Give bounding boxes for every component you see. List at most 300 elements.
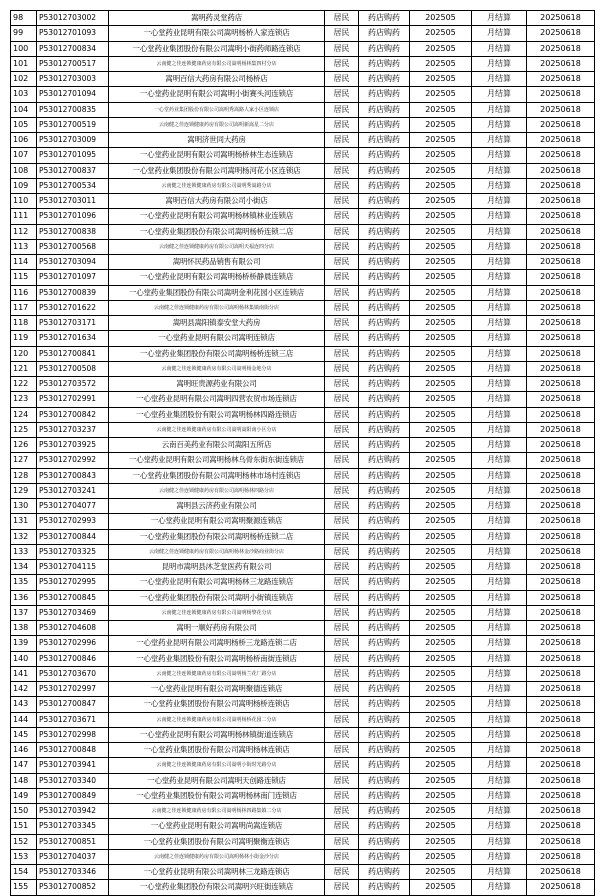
- row-number-cell: 129: [11, 483, 37, 498]
- settlement-method-cell: 月结算: [472, 422, 527, 437]
- table-row: [11, 834, 595, 849]
- table-row: [11, 865, 595, 880]
- institution-code-cell: P53012702993: [37, 514, 109, 529]
- settlement-period-cell: 202505: [410, 819, 472, 834]
- payment-date-cell: 20250618: [527, 727, 595, 742]
- payment-date-cell: 20250618: [527, 285, 595, 300]
- insurance-category-cell: 居民: [325, 377, 359, 392]
- service-type-cell: 药店购药: [359, 529, 410, 544]
- settlement-method-cell: 月结算: [472, 41, 527, 56]
- payment-date-cell: 20250618: [527, 590, 595, 605]
- settlement-period-cell: 202505: [410, 682, 472, 697]
- settlement-period-cell: 202505: [410, 834, 472, 849]
- table-row: [11, 514, 595, 529]
- institution-name-cell: 嵩明药灵堂药店: [109, 11, 325, 26]
- payment-date-cell: 20250618: [527, 331, 595, 346]
- table-row: [11, 666, 595, 681]
- payment-date-cell: 20250618: [527, 102, 595, 117]
- institution-name-cell: 云南健之佳连锁健康药房有限公司嵩明秀嵩路分店: [109, 178, 325, 193]
- insurance-category-cell: 居民: [325, 682, 359, 697]
- table-row: [11, 758, 595, 773]
- settlement-period-cell: 202505: [410, 361, 472, 376]
- insurance-category-cell: 居民: [325, 483, 359, 498]
- institution-code-cell: P53012700843: [37, 468, 109, 483]
- institution-name-cell: 一心堂药业集团股份有限公司嵩明聚衡连锁店: [109, 834, 325, 849]
- settlement-period-cell: 202505: [410, 72, 472, 87]
- table-row: [11, 285, 595, 300]
- row-number-cell: 106: [11, 133, 37, 148]
- payment-date-cell: 20250618: [527, 316, 595, 331]
- table-row: [11, 72, 595, 87]
- payment-date-cell: 20250618: [527, 178, 595, 193]
- insurance-category-cell: 居民: [325, 865, 359, 880]
- payment-date-cell: 20250618: [527, 758, 595, 773]
- payment-date-cell: 20250618: [527, 743, 595, 758]
- payment-date-cell: 20250618: [527, 788, 595, 803]
- row-number-cell: 110: [11, 194, 37, 209]
- insurance-category-cell: 居民: [325, 544, 359, 559]
- settlement-period-cell: 202505: [410, 148, 472, 163]
- settlement-period-cell: 202505: [410, 346, 472, 361]
- insurance-category-cell: 居民: [325, 72, 359, 87]
- settlement-period-cell: 202505: [410, 468, 472, 483]
- insurance-category-cell: 居民: [325, 621, 359, 636]
- insurance-category-cell: 居民: [325, 834, 359, 849]
- table-row: [11, 636, 595, 651]
- service-type-cell: 药店购药: [359, 285, 410, 300]
- settlement-method-cell: 月结算: [472, 163, 527, 178]
- settlement-method-cell: 月结算: [472, 224, 527, 239]
- institution-code-cell: P53012700847: [37, 697, 109, 712]
- settlement-period-cell: 202505: [410, 194, 472, 209]
- settlement-method-cell: 月结算: [472, 834, 527, 849]
- row-number-cell: 128: [11, 468, 37, 483]
- settlement-period-cell: 202505: [410, 804, 472, 819]
- insurance-category-cell: 居民: [325, 209, 359, 224]
- service-type-cell: 药店购药: [359, 758, 410, 773]
- institution-name-cell: 一心堂药业昆明有限公司嵩明杨桥人家连锁店: [109, 26, 325, 41]
- payment-date-cell: 20250618: [527, 117, 595, 132]
- institution-name-cell: 一心堂药业昆明有限公司嵩明连锁店: [109, 331, 325, 346]
- table-row: [11, 407, 595, 422]
- table-row: [11, 468, 595, 483]
- service-type-cell: 药店购药: [359, 804, 410, 819]
- settlement-period-cell: 202505: [410, 727, 472, 742]
- table-row: [11, 331, 595, 346]
- service-type-cell: 药店购药: [359, 544, 410, 559]
- service-type-cell: 药店购药: [359, 666, 410, 681]
- row-number-cell: 104: [11, 102, 37, 117]
- settlement-method-cell: 月结算: [472, 194, 527, 209]
- insurance-category-cell: 居民: [325, 727, 359, 742]
- service-type-cell: 药店购药: [359, 346, 410, 361]
- institution-code-cell: P53012704115: [37, 560, 109, 575]
- settlement-method-cell: 月结算: [472, 575, 527, 590]
- institution-name-cell: 一心堂药业集团股份有限公司嵩明杨桥连锁店: [109, 697, 325, 712]
- institution-code-cell: P53012704077: [37, 499, 109, 514]
- institution-name-cell: 云南健之佳连锁健康药房有限公司嵩明小街时光路分店: [109, 758, 325, 773]
- settlement-period-cell: 202505: [410, 26, 472, 41]
- row-number-cell: 116: [11, 285, 37, 300]
- table-row: [11, 361, 595, 376]
- institution-name-cell: 一心堂药业昆明有限公司嵩明杨林三龙路连锁店: [109, 575, 325, 590]
- insurance-category-cell: 居民: [325, 712, 359, 727]
- insurance-category-cell: 居民: [325, 788, 359, 803]
- institution-name-cell: 一心堂药业集团股份有限公司嵩明杨桥连锁二店: [109, 224, 325, 239]
- insurance-category-cell: 居民: [325, 361, 359, 376]
- service-type-cell: 药店购药: [359, 11, 410, 26]
- institution-name-cell: 一心堂药业昆明有限公司嵩明四营农贸市场连锁店: [109, 392, 325, 407]
- row-number-cell: 142: [11, 682, 37, 697]
- settlement-method-cell: 月结算: [472, 407, 527, 422]
- settlement-period-cell: 202505: [410, 392, 472, 407]
- institution-name-cell: 一心堂药业昆明有限公司嵩明小街赛头河连锁店: [109, 87, 325, 102]
- settlement-period-cell: 202505: [410, 133, 472, 148]
- settlement-method-cell: 月结算: [472, 133, 527, 148]
- service-type-cell: 药店购药: [359, 560, 410, 575]
- table-row: [11, 880, 595, 895]
- service-type-cell: 药店购药: [359, 361, 410, 376]
- settlement-method-cell: 月结算: [472, 468, 527, 483]
- table-row: [11, 453, 595, 468]
- insurance-category-cell: 居民: [325, 758, 359, 773]
- table-row: [11, 804, 595, 819]
- payment-date-cell: 20250618: [527, 346, 595, 361]
- table-row: [11, 300, 595, 315]
- institution-name-cell: 一心堂药业集团股份有限公司嵩明小街镇连锁店: [109, 590, 325, 605]
- table-row: [11, 377, 595, 392]
- institution-name-cell: 一心堂药业昆明有限公司嵩明聚德连锁店: [109, 682, 325, 697]
- service-type-cell: 药店购药: [359, 621, 410, 636]
- institution-name-cell: 一心堂药业昆明有限公司嵩明聚源连锁店: [109, 514, 325, 529]
- table-row: [11, 697, 595, 712]
- institution-name-cell: 云南健之佳连锁健康药房有限公司嵩明杨林四路集镇二分店: [109, 804, 325, 819]
- insurance-category-cell: 居民: [325, 422, 359, 437]
- service-type-cell: 药店购药: [359, 270, 410, 285]
- row-number-cell: 115: [11, 270, 37, 285]
- table-row: [11, 316, 595, 331]
- payment-date-cell: 20250618: [527, 544, 595, 559]
- table-row: [11, 727, 595, 742]
- table-row: [11, 529, 595, 544]
- institution-code-cell: P53012701622: [37, 300, 109, 315]
- insurance-category-cell: 居民: [325, 133, 359, 148]
- service-type-cell: 药店购药: [359, 438, 410, 453]
- payment-date-cell: 20250618: [527, 560, 595, 575]
- row-number-cell: 118: [11, 316, 37, 331]
- row-number-cell: 105: [11, 117, 37, 132]
- payment-date-cell: 20250618: [527, 575, 595, 590]
- payment-date-cell: 20250618: [527, 392, 595, 407]
- settlement-period-cell: 202505: [410, 239, 472, 254]
- institution-name-cell: 一心堂药业集团股份有限公司嵩明杨林连锁店: [109, 743, 325, 758]
- row-number-cell: 114: [11, 255, 37, 270]
- table-row: [11, 26, 595, 41]
- settlement-period-cell: 202505: [410, 651, 472, 666]
- payment-date-cell: 20250618: [527, 270, 595, 285]
- row-number-cell: 131: [11, 514, 37, 529]
- institution-name-cell: 一心堂药业集团股份有限公司嵩明兴旺街连锁店: [109, 880, 325, 895]
- payment-date-cell: 20250618: [527, 377, 595, 392]
- table-row: [11, 682, 595, 697]
- payment-date-cell: 20250618: [527, 880, 595, 895]
- table-row: [11, 773, 595, 788]
- service-type-cell: 药店购药: [359, 590, 410, 605]
- insurance-category-cell: 居民: [325, 575, 359, 590]
- institution-code-cell: P53012703171: [37, 316, 109, 331]
- insurance-category-cell: 居民: [325, 285, 359, 300]
- institution-code-cell: P53012701094: [37, 87, 109, 102]
- service-type-cell: 药店购药: [359, 453, 410, 468]
- institution-name-cell: 嵩明济世同大药房: [109, 133, 325, 148]
- row-number-cell: 139: [11, 636, 37, 651]
- settlement-method-cell: 月结算: [472, 26, 527, 41]
- settlement-method-cell: 月结算: [472, 544, 527, 559]
- institution-name-cell: 一心堂药业集团股份有限公司嵩明杨桥连锁三店: [109, 346, 325, 361]
- row-number-cell: 112: [11, 224, 37, 239]
- settlement-period-cell: 202505: [410, 41, 472, 56]
- institution-code-cell: P53012703925: [37, 438, 109, 453]
- service-type-cell: 药店购药: [359, 56, 410, 71]
- insurance-category-cell: 居民: [325, 117, 359, 132]
- table-row: [11, 621, 595, 636]
- institution-name-cell: 一心堂药业昆明有限公司嵩明杨林乌骨东街东街连锁店: [109, 453, 325, 468]
- settlement-method-cell: 月结算: [472, 148, 527, 163]
- payment-date-cell: 20250618: [527, 605, 595, 620]
- settlement-method-cell: 月结算: [472, 773, 527, 788]
- settlement-period-cell: 202505: [410, 117, 472, 132]
- insurance-category-cell: 居民: [325, 270, 359, 285]
- settlement-period-cell: 202505: [410, 438, 472, 453]
- institution-code-cell: P53012700508: [37, 361, 109, 376]
- payment-date-cell: 20250618: [527, 712, 595, 727]
- service-type-cell: 药店购药: [359, 712, 410, 727]
- service-type-cell: 药店购药: [359, 422, 410, 437]
- institution-code-cell: P53012703346: [37, 865, 109, 880]
- institution-name-cell: 云南健之佳连锁健康药房有限公司嵩明天福连四分店: [109, 239, 325, 254]
- settlement-period-cell: 202505: [410, 529, 472, 544]
- row-number-cell: 135: [11, 575, 37, 590]
- settlement-method-cell: 月结算: [472, 697, 527, 712]
- settlement-method-cell: 月结算: [472, 285, 527, 300]
- service-type-cell: 药店购药: [359, 300, 410, 315]
- service-type-cell: 药店购药: [359, 102, 410, 117]
- service-type-cell: 药店购药: [359, 377, 410, 392]
- institution-code-cell: P53012702991: [37, 392, 109, 407]
- row-number-cell: 119: [11, 331, 37, 346]
- service-type-cell: 药店购药: [359, 605, 410, 620]
- row-number-cell: 154: [11, 865, 37, 880]
- settlement-period-cell: 202505: [410, 880, 472, 895]
- insurance-category-cell: 居民: [325, 87, 359, 102]
- insurance-category-cell: 居民: [325, 148, 359, 163]
- table-row: [11, 499, 595, 514]
- settlement-method-cell: 月结算: [472, 11, 527, 26]
- service-type-cell: 药店购药: [359, 514, 410, 529]
- insurance-category-cell: 居民: [325, 56, 359, 71]
- insurance-category-cell: 居民: [325, 468, 359, 483]
- service-type-cell: 药店购药: [359, 255, 410, 270]
- table-row: [11, 270, 595, 285]
- institution-code-cell: P53012700568: [37, 239, 109, 254]
- settlement-method-cell: 月结算: [472, 560, 527, 575]
- payment-date-cell: 20250618: [527, 438, 595, 453]
- payment-date-cell: 20250618: [527, 56, 595, 71]
- institution-code-cell: P53012700848: [37, 743, 109, 758]
- insurance-category-cell: 居民: [325, 346, 359, 361]
- settlement-method-cell: 月结算: [472, 87, 527, 102]
- institution-name-cell: 一心堂药业集团股份有限公司嵩明杨河花小区连锁店: [109, 163, 325, 178]
- table-row: [11, 422, 595, 437]
- settlement-period-cell: 202505: [410, 575, 472, 590]
- service-type-cell: 药店购药: [359, 148, 410, 163]
- row-number-cell: 100: [11, 41, 37, 56]
- institution-code-cell: P53012701093: [37, 26, 109, 41]
- insurance-category-cell: 居民: [325, 560, 359, 575]
- payment-date-cell: 20250618: [527, 407, 595, 422]
- table-row: [11, 133, 595, 148]
- row-number-cell: 133: [11, 544, 37, 559]
- institution-code-cell: P53012703011: [37, 194, 109, 209]
- institution-code-cell: P53012703671: [37, 712, 109, 727]
- service-type-cell: 药店购药: [359, 849, 410, 864]
- table-row: [11, 560, 595, 575]
- payment-date-cell: 20250618: [527, 514, 595, 529]
- service-type-cell: 药店购药: [359, 392, 410, 407]
- settlement-period-cell: 202505: [410, 87, 472, 102]
- settlement-period-cell: 202505: [410, 666, 472, 681]
- settlement-period-cell: 202505: [410, 209, 472, 224]
- row-number-cell: 147: [11, 758, 37, 773]
- settlement-method-cell: 月结算: [472, 392, 527, 407]
- insurance-category-cell: 居民: [325, 697, 359, 712]
- institution-code-cell: P53012703237: [37, 422, 109, 437]
- institution-name-cell: 一心堂药业昆明有限公司嵩明杨林镇街道连锁店: [109, 727, 325, 742]
- settlement-period-cell: 202505: [410, 605, 472, 620]
- payment-date-cell: 20250618: [527, 26, 595, 41]
- settlement-period-cell: 202505: [410, 331, 472, 346]
- payment-date-cell: 20250618: [527, 483, 595, 498]
- row-number-cell: 121: [11, 361, 37, 376]
- institution-code-cell: P53012703009: [37, 133, 109, 148]
- institution-name-cell: 云南健之佳连锁健康药房有限公司嵩明新嵩星二分店: [109, 117, 325, 132]
- institution-code-cell: P53012700849: [37, 788, 109, 803]
- settlement-method-cell: 月结算: [472, 483, 527, 498]
- payment-date-cell: 20250618: [527, 804, 595, 819]
- row-number-cell: 130: [11, 499, 37, 514]
- institution-name-cell: 云南健之佳连锁健康药房有限公司嵩明杨林小街金沙分店: [109, 849, 325, 864]
- settlement-method-cell: 月结算: [472, 209, 527, 224]
- institution-name-cell: 云南健之佳连锁健康药房有限公司嵩明杨林四路分店: [109, 483, 325, 498]
- institution-code-cell: P53012703094: [37, 255, 109, 270]
- settlement-method-cell: 月结算: [472, 758, 527, 773]
- settlement-period-cell: 202505: [410, 300, 472, 315]
- service-type-cell: 药店购药: [359, 575, 410, 590]
- institution-code-cell: P53012703941: [37, 758, 109, 773]
- institution-name-cell: 一心堂药业集团股份有限公司嵩明杨林市场村连锁店: [109, 468, 325, 483]
- settlement-method-cell: 月结算: [472, 255, 527, 270]
- table-row: [11, 209, 595, 224]
- settlement-method-cell: 月结算: [472, 819, 527, 834]
- service-type-cell: 药店购药: [359, 239, 410, 254]
- institution-name-cell: 云南健之佳连锁健康药房有限公司嵩明杨金地分店: [109, 361, 325, 376]
- institution-name-cell: 嵩明一顺好药房有限公司: [109, 621, 325, 636]
- settlement-method-cell: 月结算: [472, 56, 527, 71]
- service-type-cell: 药店购药: [359, 316, 410, 331]
- insurance-category-cell: 居民: [325, 590, 359, 605]
- settlement-period-cell: 202505: [410, 636, 472, 651]
- insurance-category-cell: 居民: [325, 26, 359, 41]
- table-row: [11, 117, 595, 132]
- row-number-cell: 124: [11, 407, 37, 422]
- service-type-cell: 药店购药: [359, 697, 410, 712]
- payment-date-cell: 20250618: [527, 529, 595, 544]
- payment-date-cell: 20250618: [527, 209, 595, 224]
- insurance-category-cell: 居民: [325, 605, 359, 620]
- institution-code-cell: P53012703325: [37, 544, 109, 559]
- institution-code-cell: P53012700839: [37, 285, 109, 300]
- institution-code-cell: P53012703003: [37, 72, 109, 87]
- settlement-method-cell: 月结算: [472, 102, 527, 117]
- row-number-cell: 113: [11, 239, 37, 254]
- row-number-cell: 143: [11, 697, 37, 712]
- insurance-category-cell: 居民: [325, 438, 359, 453]
- row-number-cell: 111: [11, 209, 37, 224]
- institution-name-cell: 云南健之佳连锁健康药房有限公司嵩明杨林集镇南街分店: [109, 300, 325, 315]
- settlement-method-cell: 月结算: [472, 438, 527, 453]
- insurance-category-cell: 居民: [325, 773, 359, 788]
- row-number-cell: 146: [11, 743, 37, 758]
- institution-name-cell: 一心堂药业集团股份有限公司嵩明杨桥南街连锁店: [109, 651, 325, 666]
- table-row: [11, 163, 595, 178]
- service-type-cell: 药店购药: [359, 117, 410, 132]
- row-number-cell: 108: [11, 163, 37, 178]
- settlement-period-cell: 202505: [410, 56, 472, 71]
- payment-date-cell: 20250618: [527, 651, 595, 666]
- institution-code-cell: P53012703572: [37, 377, 109, 392]
- payment-date-cell: 20250618: [527, 636, 595, 651]
- row-number-cell: 149: [11, 788, 37, 803]
- payment-date-cell: 20250618: [527, 468, 595, 483]
- institution-name-cell: 一心堂药业昆明有限公司嵩明尚嵩连锁店: [109, 819, 325, 834]
- table-row: [11, 255, 595, 270]
- service-type-cell: 药店购药: [359, 178, 410, 193]
- settlement-period-cell: 202505: [410, 590, 472, 605]
- settlement-method-cell: 月结算: [472, 605, 527, 620]
- table-row: [11, 392, 595, 407]
- table-row: [11, 483, 595, 498]
- institution-code-cell: P53012703469: [37, 605, 109, 620]
- institution-name-cell: 一心堂药业集团股份有限公司嵩明杨林南门连锁店: [109, 788, 325, 803]
- table-row: [11, 590, 595, 605]
- payment-date-cell: 20250618: [527, 621, 595, 636]
- table-row: [11, 194, 595, 209]
- table-row: [11, 712, 595, 727]
- institution-name-cell: 嵩明旺贵源药业有限公司: [109, 377, 325, 392]
- table-row: [11, 438, 595, 453]
- payment-date-cell: 20250618: [527, 72, 595, 87]
- row-number-cell: 152: [11, 834, 37, 849]
- row-number-cell: 117: [11, 300, 37, 315]
- institution-code-cell: P53012700838: [37, 224, 109, 239]
- row-number-cell: 138: [11, 621, 37, 636]
- payment-date-cell: 20250618: [527, 773, 595, 788]
- settlement-method-cell: 月结算: [472, 712, 527, 727]
- settlement-method-cell: 月结算: [472, 300, 527, 315]
- insurance-category-cell: 居民: [325, 178, 359, 193]
- settlement-period-cell: 202505: [410, 285, 472, 300]
- settlement-method-cell: 月结算: [472, 727, 527, 742]
